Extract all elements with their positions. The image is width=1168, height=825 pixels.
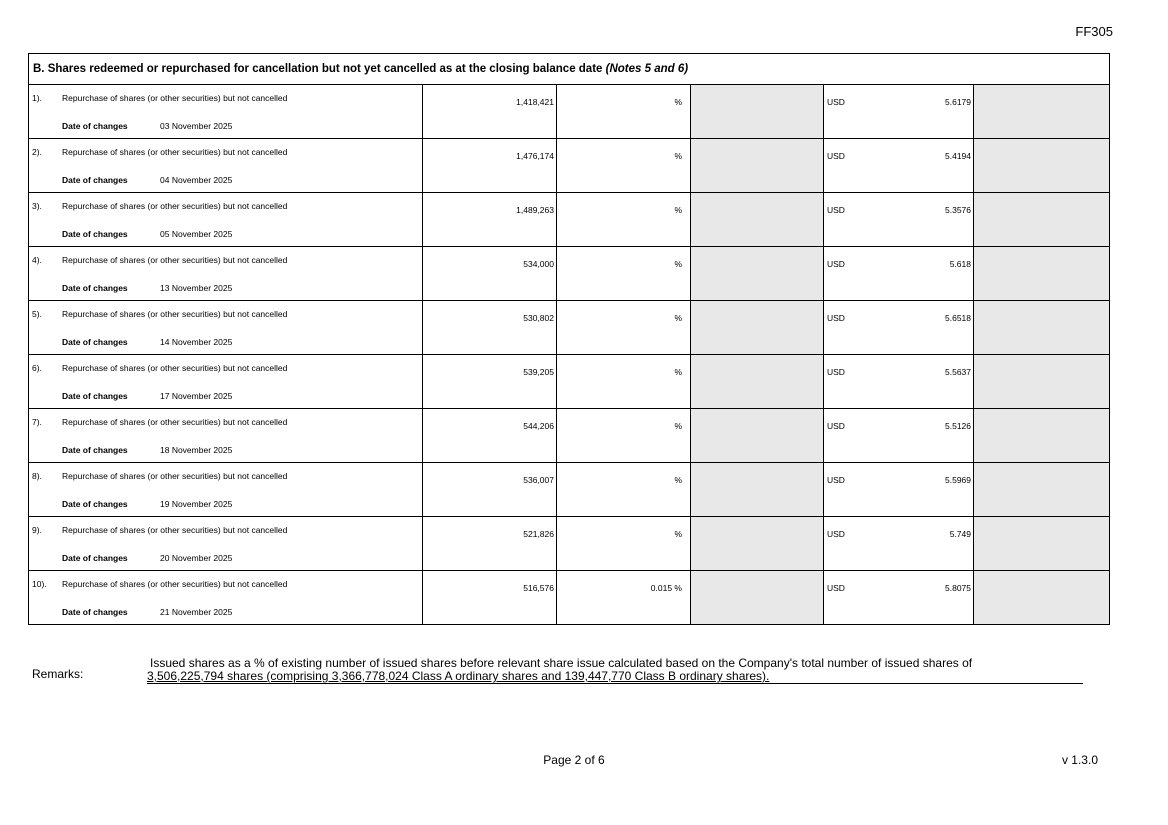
date-line (62, 553, 232, 563)
blank-grey-cell (691, 193, 824, 247)
row-description-cell (29, 193, 423, 247)
date-value: 04 November 2025 (160, 175, 233, 185)
shares-cell (423, 193, 557, 247)
price-value: 5.618 (949, 259, 971, 269)
table-row (29, 85, 1110, 139)
percent-cell (557, 301, 691, 355)
shares-value: 539,205 (523, 367, 554, 377)
price-cell (824, 355, 974, 409)
row-description-cell (29, 571, 423, 625)
table-row (29, 409, 1110, 463)
remarks-line-2: 3,506,225,794 shares (comprising 3,366,778,024 Class A ordinary shares and 139,447,770 Class B ordinary shares). (147, 669, 770, 683)
date-value: 13 November 2025 (160, 283, 233, 293)
date-line (62, 391, 232, 401)
date-label: Date of changes (62, 283, 128, 293)
price-value: 5.5969 (945, 475, 971, 485)
table-row (29, 301, 1110, 355)
section-title (29, 54, 1110, 85)
percent-cell (557, 355, 691, 409)
table-row (29, 571, 1110, 625)
table-row (29, 463, 1110, 517)
shares-value: 530,802 (523, 313, 554, 323)
row-description-cell (29, 301, 423, 355)
blank-grey-cell (974, 85, 1110, 139)
section-title-notes: (Notes 5 and 6) (605, 63, 689, 75)
blank-grey-cell (974, 355, 1110, 409)
shares-value: 1,476,174 (516, 151, 554, 161)
percent-cell (557, 193, 691, 247)
row-description: Repurchase of shares (or other securities) but not cancelled (62, 93, 288, 103)
date-label: Date of changes (62, 229, 128, 239)
section-title-text: B. Shares redeemed or repurchased for cancellation but not yet cancelled as at the closing balance date (33, 63, 606, 75)
blank-grey-cell (691, 139, 824, 193)
currency-value: USD (827, 421, 845, 431)
price-cell (824, 139, 974, 193)
row-number: 7). (32, 417, 42, 427)
shares-cell (423, 409, 557, 463)
currency-value: USD (827, 583, 845, 593)
row-description-cell (29, 517, 423, 571)
price-value: 5.3576 (945, 205, 971, 215)
remarks-line-1: Issued shares as a % of existing number of issued shares before relevant share issue calculated based on the Company's total number of issued shares of (150, 656, 973, 670)
price-cell (824, 571, 974, 625)
date-value: 18 November 2025 (160, 445, 233, 455)
date-value: 20 November 2025 (160, 553, 233, 563)
row-description-cell (29, 247, 423, 301)
percent-cell (557, 571, 691, 625)
blank-grey-cell (974, 139, 1110, 193)
repurchase-table (28, 53, 1110, 625)
date-value: 19 November 2025 (160, 499, 233, 509)
date-line (62, 229, 232, 239)
remarks-text (147, 657, 1083, 684)
currency-value: USD (827, 97, 845, 107)
blank-grey-cell (974, 463, 1110, 517)
blank-grey-cell (974, 571, 1110, 625)
shares-value: 516,576 (523, 583, 554, 593)
date-line (62, 337, 232, 347)
blank-grey-cell (691, 301, 824, 355)
currency-value: USD (827, 529, 845, 539)
row-description: Repurchase of shares (or other securities) but not cancelled (62, 471, 288, 481)
price-value: 5.5637 (945, 367, 971, 377)
row-description-cell (29, 463, 423, 517)
percent-value: % (674, 97, 682, 107)
price-cell (824, 301, 974, 355)
blank-grey-cell (974, 247, 1110, 301)
date-line (62, 445, 232, 455)
row-number: 5). (32, 309, 42, 319)
date-label: Date of changes (62, 121, 128, 131)
price-value: 5.4194 (945, 151, 971, 161)
percent-cell (557, 463, 691, 517)
row-description: Repurchase of shares (or other securities) but not cancelled (62, 255, 288, 265)
blank-grey-cell (691, 409, 824, 463)
shares-cell (423, 139, 557, 193)
currency-value: USD (827, 205, 845, 215)
blank-grey-cell (691, 517, 824, 571)
price-value: 5.6518 (945, 313, 971, 323)
row-description: Repurchase of shares (or other securities) but not cancelled (62, 417, 288, 427)
percent-cell (557, 85, 691, 139)
price-cell (824, 247, 974, 301)
currency-value: USD (827, 313, 845, 323)
percent-cell (557, 247, 691, 301)
date-line (62, 283, 232, 293)
price-value: 5.6179 (945, 97, 971, 107)
shares-cell (423, 355, 557, 409)
percent-value: % (674, 259, 682, 269)
shares-value: 1,489,263 (516, 205, 554, 215)
price-cell (824, 409, 974, 463)
blank-grey-cell (691, 85, 824, 139)
date-value: 21 November 2025 (160, 607, 233, 617)
blank-grey-cell (691, 571, 824, 625)
row-number: 3). (32, 201, 42, 211)
price-value: 5.5126 (945, 421, 971, 431)
blank-grey-cell (691, 463, 824, 517)
blank-grey-cell (974, 193, 1110, 247)
row-description: Repurchase of shares (or other securities) but not cancelled (62, 309, 288, 319)
shares-value: 534,000 (523, 259, 554, 269)
currency-value: USD (827, 475, 845, 485)
date-value: 17 November 2025 (160, 391, 233, 401)
percent-value: % (674, 205, 682, 215)
shares-cell (423, 571, 557, 625)
percent-value: % (674, 529, 682, 539)
blank-grey-cell (974, 517, 1110, 571)
currency-value: USD (827, 367, 845, 377)
remarks-label: Remarks: (32, 667, 84, 681)
row-description: Repurchase of shares (or other securities) but not cancelled (62, 201, 288, 211)
row-description-cell (29, 409, 423, 463)
date-label: Date of changes (62, 499, 128, 509)
date-line (62, 121, 232, 131)
shares-value: 521,826 (523, 529, 554, 539)
shares-cell (423, 247, 557, 301)
row-number: 8). (32, 471, 42, 481)
row-number: 4). (32, 255, 42, 265)
blank-grey-cell (691, 355, 824, 409)
currency-value: USD (827, 259, 845, 269)
shares-cell (423, 301, 557, 355)
row-number: 10). (32, 579, 47, 589)
row-number: 2). (32, 147, 42, 157)
row-description-cell (29, 355, 423, 409)
row-number: 6). (32, 363, 42, 373)
row-description: Repurchase of shares (or other securities) but not cancelled (62, 579, 288, 589)
percent-value: % (674, 151, 682, 161)
date-label: Date of changes (62, 391, 128, 401)
price-cell (824, 463, 974, 517)
table-row (29, 355, 1110, 409)
percent-cell (557, 139, 691, 193)
remarks-line-2-wrap (147, 670, 1083, 684)
row-description: Repurchase of shares (or other securities) but not cancelled (62, 147, 288, 157)
percent-cell (557, 409, 691, 463)
percent-value: % (674, 421, 682, 431)
price-cell (824, 193, 974, 247)
date-line (62, 607, 232, 617)
shares-value: 536,007 (523, 475, 554, 485)
table-row (29, 517, 1110, 571)
date-label: Date of changes (62, 607, 128, 617)
date-label: Date of changes (62, 175, 128, 185)
shares-cell (423, 85, 557, 139)
date-label: Date of changes (62, 553, 128, 563)
currency-value: USD (827, 151, 845, 161)
shares-value: 1,418,421 (516, 97, 554, 107)
price-value: 5.749 (949, 529, 971, 539)
table-row (29, 139, 1110, 193)
shares-value: 544,206 (523, 421, 554, 431)
form-code: FF305 (1075, 24, 1113, 39)
percent-value: 0.015 % (650, 583, 682, 593)
table-row (29, 193, 1110, 247)
price-value: 5.8075 (945, 583, 971, 593)
row-number: 1). (32, 93, 42, 103)
shares-cell (423, 463, 557, 517)
date-line (62, 499, 232, 509)
row-number: 9). (32, 525, 42, 535)
date-label: Date of changes (62, 337, 128, 347)
row-description: Repurchase of shares (or other securities) but not cancelled (62, 363, 288, 373)
blank-grey-cell (974, 409, 1110, 463)
row-description-cell (29, 139, 423, 193)
date-line (62, 175, 232, 185)
date-value: 03 November 2025 (160, 121, 233, 131)
date-value: 14 November 2025 (160, 337, 233, 347)
date-label: Date of changes (62, 445, 128, 455)
row-description: Repurchase of shares (or other securities) but not cancelled (62, 525, 288, 535)
percent-value: % (674, 313, 682, 323)
version-label: v 1.3.0 (1061, 753, 1098, 767)
date-value: 05 November 2025 (160, 229, 233, 239)
percent-value: % (674, 367, 682, 377)
blank-grey-cell (974, 301, 1110, 355)
section-header-row (29, 54, 1110, 85)
percent-value: % (674, 475, 682, 485)
table-row (29, 247, 1110, 301)
page-number: Page 2 of 6 (543, 753, 605, 767)
price-cell (824, 517, 974, 571)
price-cell (824, 85, 974, 139)
percent-cell (557, 517, 691, 571)
blank-grey-cell (691, 247, 824, 301)
shares-cell (423, 517, 557, 571)
row-description-cell (29, 85, 423, 139)
